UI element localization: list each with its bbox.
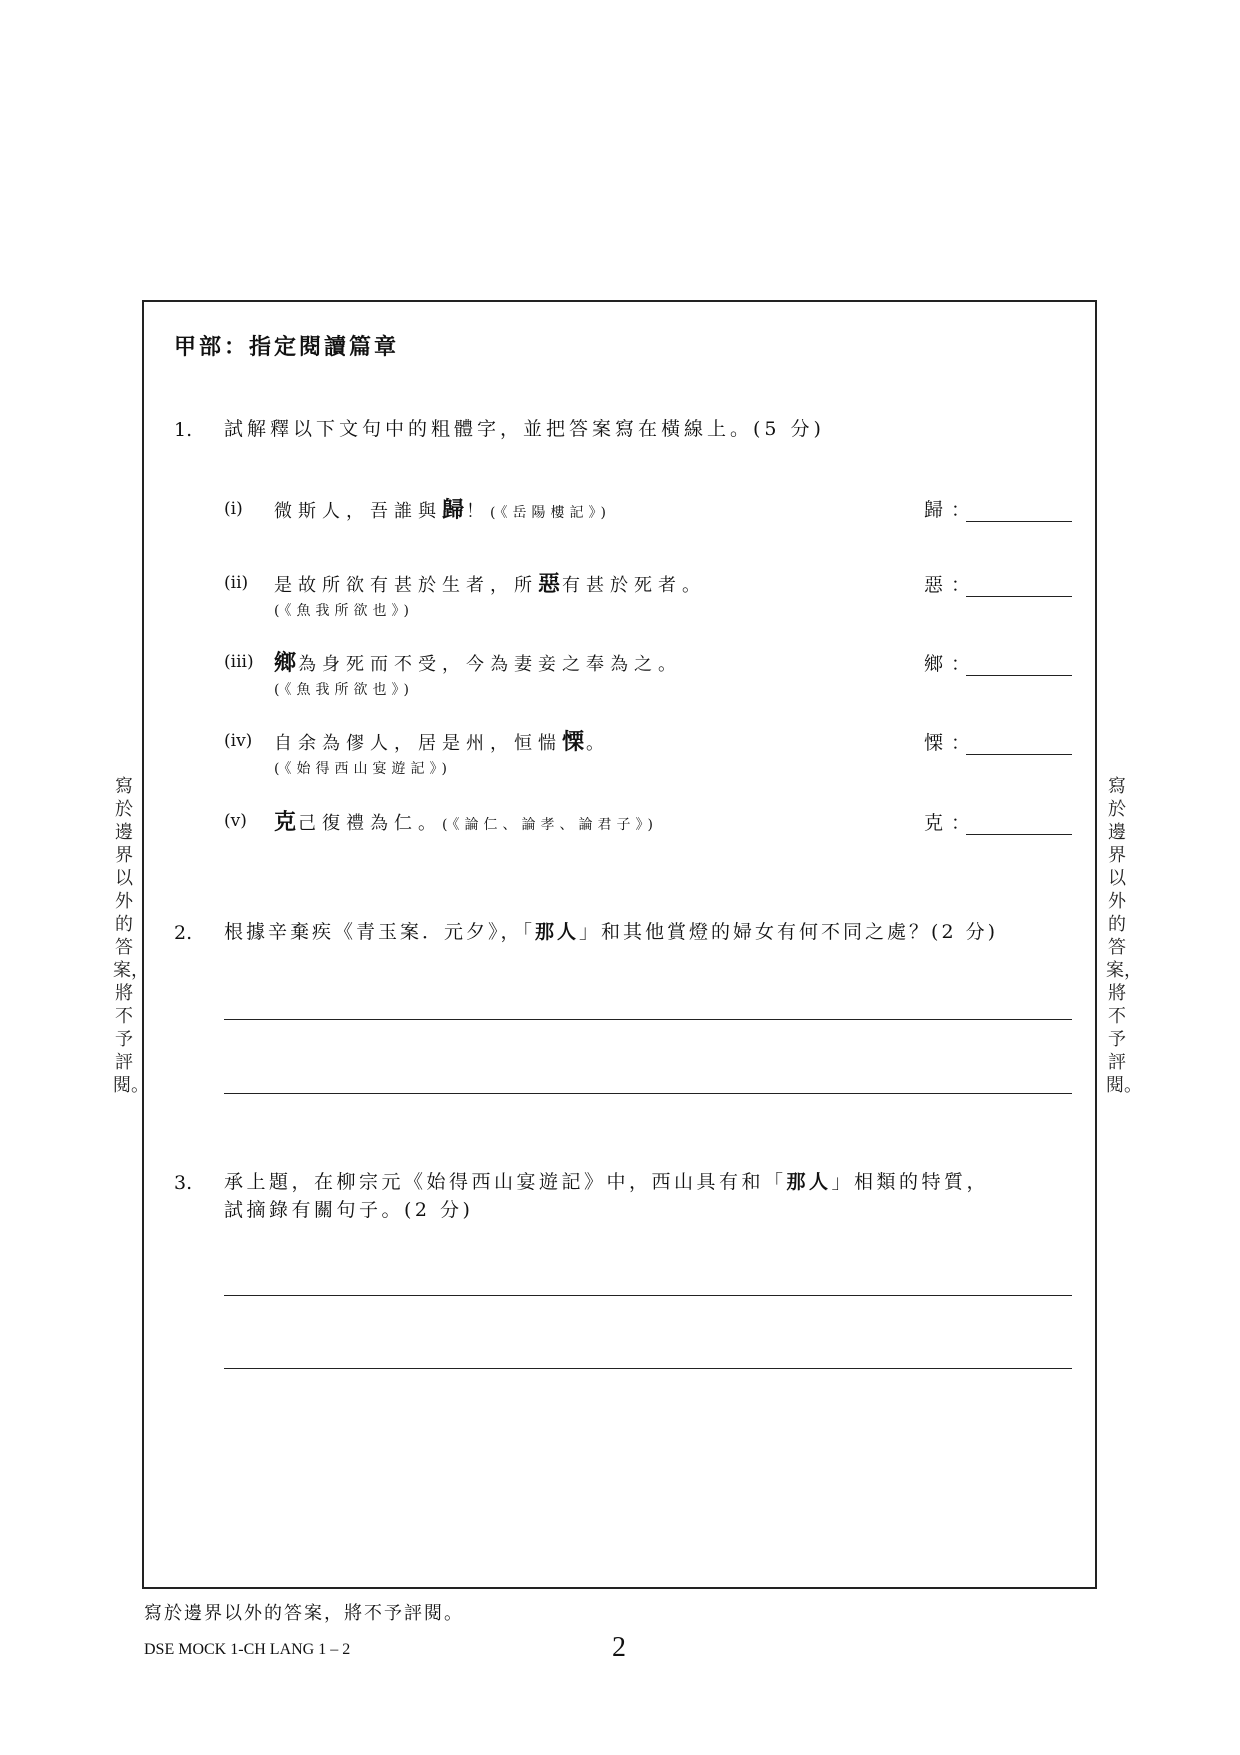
paper-code: DSE MOCK 1-CH LANG 1 – 2 [144,1641,351,1658]
answer-blank[interactable] [966,495,1072,522]
q2-bold-word: 那人 [535,921,580,943]
answer-label: 鄉： [924,653,979,675]
answer-blank[interactable] [966,728,1072,755]
q3-prompt [224,1168,989,1224]
q1-item-text [274,567,706,598]
answer-frame [142,300,1097,1589]
item-text-pre: 微斯人，吾誰與 [274,501,442,522]
q3-answer-line[interactable] [224,1368,1072,1369]
q3-prompt-pre: 承上題，在柳宗元《始得西山宴遊記》中，西山具有和「 [224,1171,787,1193]
answer-label: 歸： [924,499,979,521]
q2-answer-line[interactable] [224,1019,1072,1020]
item-text-post: 。 [586,733,611,754]
q3-answer-line[interactable] [224,1295,1072,1296]
q2-prompt-post: 」和其他賞燈的婦女有何不同之處？(2 分) [579,921,998,943]
q1-item-num: (v) [224,811,247,831]
q1-prompt: 試解釋以下文句中的粗體字，並把答案寫在橫線上。(5 分) [224,418,825,440]
section-title: 甲部：指定閱讀篇章 [174,335,400,360]
item-source: (《魚我所欲也》) [274,603,414,619]
item-source: (《論仁、論孝、論君子》) [442,817,658,833]
item-source: (《始得西山宴遊記》) [274,761,452,777]
answer-blank[interactable] [966,649,1072,676]
item-text-post: ！ [466,501,491,522]
page-number: 2 [612,1632,626,1663]
item-text-post: 己復禮為仁。 [298,813,443,834]
bold-word: 鄉 [274,651,299,676]
left-margin-note: 寫於邊界以外的答案，將不予評閱。 [113,776,149,1096]
bold-word: 惡 [538,572,563,597]
item-source: (《岳陽樓記》) [490,505,611,521]
q1-item-num: (iv) [224,731,253,751]
bold-word: 克 [274,810,299,835]
item-text-post: 為身死而不受，今為妻妾之奉為之。 [298,654,683,675]
footer-note: 寫於邊界以外的答案，將不予評閱。 [144,1603,464,1624]
q3-prompt-post: 」相類的特質， [831,1171,990,1193]
q1-number: 1. [174,419,193,441]
q1-item-num: (ii) [224,573,249,593]
bold-word: 慄 [562,730,587,755]
item-text-post: 有甚於死者。 [562,575,707,596]
q2-prompt [224,918,998,946]
answer-blank[interactable] [966,808,1072,835]
q1-item-text [274,493,611,524]
q1-item-text [274,805,658,836]
q3-bold-word: 那人 [786,1171,832,1193]
q3-prompt-line2: 試摘錄有關句子。(2 分) [224,1199,474,1221]
q1-item-text [274,725,610,756]
right-margin-note: 寫於邊界以外的答案，將不予評閱。 [1106,776,1142,1096]
q2-prompt-pre: 根據辛棄疾《青玉案．元夕》，「 [224,921,536,943]
item-text-pre: 是故所欲有甚於生者，所 [274,575,538,596]
q3-prompt-line1 [224,1168,989,1196]
answer-blank[interactable] [966,570,1072,597]
q1-item-num: (iii) [224,652,254,672]
item-source: (《魚我所欲也》) [274,682,414,698]
item-text-pre: 自余為僇人，居是州，恒惴 [274,733,562,754]
q1-item-num: (i) [224,499,243,519]
bold-word: 歸 [442,498,467,523]
q2-answer-line[interactable] [224,1093,1072,1094]
answer-label: 惡： [924,574,979,596]
q3-number: 3. [174,1172,193,1194]
answer-label: 慄： [924,732,979,754]
q1-item-text [274,646,682,677]
answer-label: 克： [924,812,979,834]
q2-number: 2. [174,922,193,944]
